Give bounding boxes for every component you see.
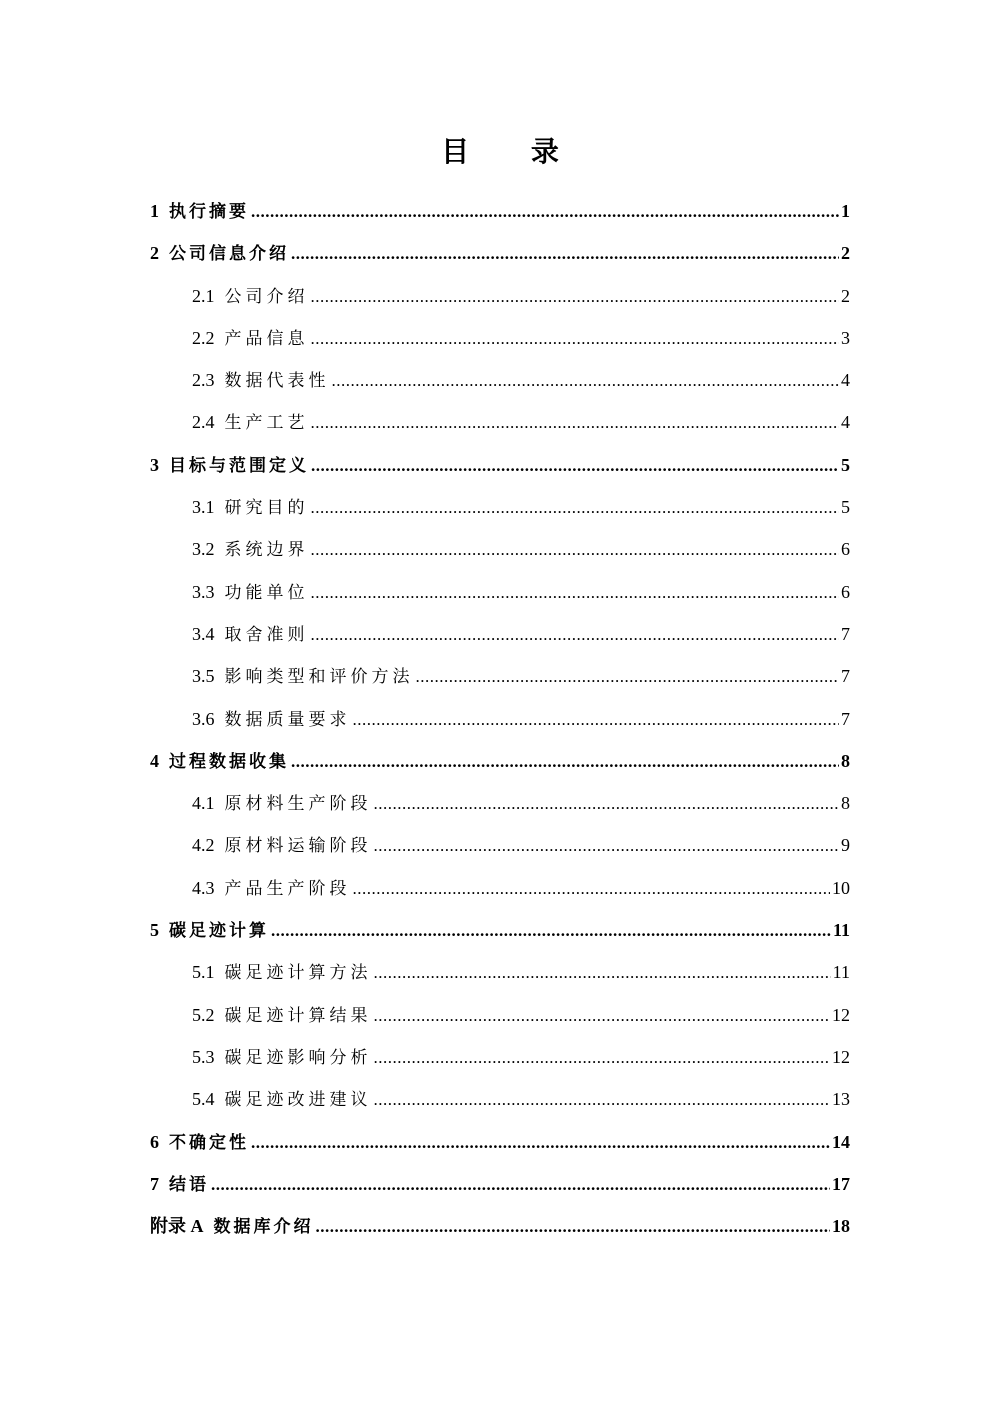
- toc-entry-number: 3.5: [192, 666, 215, 687]
- toc-dot-leader: [251, 202, 839, 222]
- toc-page-number: 17: [832, 1173, 850, 1194]
- toc-page-number: 4: [841, 370, 850, 391]
- toc-entry-number: 3.3: [192, 581, 215, 602]
- toc-entry-number: 3.2: [192, 539, 215, 560]
- toc-dot-leader: [291, 752, 839, 772]
- toc-entry-title: 产品信息: [224, 328, 309, 349]
- toc-subentry[interactable]: [150, 1043, 850, 1085]
- toc-entry[interactable]: [150, 1212, 850, 1254]
- toc-entry-number: 4.2: [192, 835, 215, 856]
- toc-subentry[interactable]: [150, 831, 850, 873]
- toc-entry-title: 影响类型和评价方法: [224, 667, 414, 688]
- toc-entry-number: 4: [150, 750, 159, 771]
- toc-dot-leader: [251, 1133, 830, 1153]
- toc-page-number: 7: [841, 708, 850, 729]
- toc-subentry[interactable]: [150, 324, 850, 366]
- toc-entry[interactable]: [150, 451, 850, 493]
- toc-entry-title: 研究目的: [224, 498, 309, 519]
- toc-entry-title: 功能单位: [224, 582, 309, 603]
- toc-dot-leader: [211, 1175, 830, 1195]
- table-of-contents: [150, 197, 850, 1254]
- toc-entry-title: 不确定性: [169, 1132, 249, 1153]
- toc-page-number: 18: [832, 1216, 850, 1237]
- toc-page-number: 11: [832, 962, 850, 983]
- toc-subentry[interactable]: [150, 662, 850, 704]
- toc-dot-leader: [374, 1090, 831, 1110]
- toc-dot-leader: [353, 879, 831, 899]
- toc-dot-leader: [311, 456, 839, 476]
- toc-dot-leader: [291, 244, 839, 264]
- toc-entry-number: 5: [150, 920, 159, 941]
- toc-entry-number: 3: [150, 454, 159, 475]
- toc-page-number: 8: [841, 793, 850, 814]
- toc-entry-number: 5.4: [192, 1089, 215, 1110]
- toc-entry-number: 3.6: [192, 708, 215, 729]
- toc-dot-leader: [416, 667, 840, 687]
- toc-entry-number: 5.3: [192, 1046, 215, 1067]
- toc-page-number: 13: [832, 1089, 850, 1110]
- toc-page-number: 10: [832, 877, 850, 898]
- toc-page-number: 12: [832, 1004, 850, 1025]
- toc-dot-leader: [353, 710, 840, 730]
- toc-entry-number: 2.1: [192, 285, 215, 306]
- toc-entry-number: 3.4: [192, 623, 215, 644]
- toc-page-number: 8: [841, 750, 850, 771]
- toc-page-number: 2: [841, 285, 850, 306]
- toc-dot-leader: [374, 1048, 831, 1068]
- toc-entry-title: 碳足迹改进建议: [224, 1090, 372, 1111]
- toc-subentry[interactable]: [150, 408, 850, 450]
- toc-dot-leader: [311, 329, 840, 349]
- toc-dot-leader: [374, 794, 840, 814]
- toc-entry-title: 数据代表性: [224, 371, 330, 392]
- toc-dot-leader: [332, 371, 840, 391]
- toc-entry-title: 执行摘要: [169, 202, 249, 222]
- toc-entry-title: 原材料生产阶段: [224, 794, 372, 815]
- toc-page-number: 9: [841, 835, 850, 856]
- toc-subentry[interactable]: [150, 620, 850, 662]
- toc-entry[interactable]: [150, 197, 850, 239]
- toc-entry-number: 2.2: [192, 327, 215, 348]
- toc-entry-number: 2.3: [192, 370, 215, 391]
- toc-page-number: 2: [841, 243, 850, 264]
- toc-entry-number: 附录 A: [150, 1216, 204, 1237]
- toc-subentry[interactable]: [150, 789, 850, 831]
- toc-entry-title: 取舍准则: [224, 624, 309, 645]
- toc-entry[interactable]: [150, 239, 850, 281]
- toc-entry-title: 碳足迹计算方法: [224, 963, 372, 984]
- toc-subentry[interactable]: [150, 282, 850, 324]
- toc-page-number: 6: [841, 581, 850, 602]
- toc-entry-number: 5.2: [192, 1004, 215, 1025]
- toc-page-number: 7: [841, 623, 850, 644]
- toc-dot-leader: [311, 625, 840, 645]
- toc-entry-number: 6: [150, 1131, 159, 1152]
- toc-subentry[interactable]: [150, 874, 850, 916]
- toc-entry-title: 目标与范围定义: [169, 455, 309, 476]
- toc-entry-title: 数据质量要求: [224, 709, 351, 730]
- toc-page-number: 7: [841, 666, 850, 687]
- toc-entry-number: 2.4: [192, 412, 215, 433]
- toc-dot-leader: [311, 583, 840, 603]
- toc-subentry[interactable]: [150, 1001, 850, 1043]
- toc-page-number: 4: [841, 412, 850, 433]
- toc-entry-title: 公司信息介绍: [169, 244, 289, 265]
- toc-subentry[interactable]: [150, 1085, 850, 1127]
- toc-entry-title: 数据库介绍: [213, 1217, 314, 1238]
- toc-entry-number: 3.1: [192, 497, 215, 518]
- toc-page-number: 1: [841, 201, 850, 221]
- toc-entry-title: 系统边界: [224, 540, 309, 561]
- toc-entry-number: 4.1: [192, 793, 215, 814]
- toc-page-number: 11: [832, 920, 850, 941]
- toc-entry-number: 4.3: [192, 877, 215, 898]
- toc-dot-leader: [311, 540, 840, 560]
- toc-subentry[interactable]: [150, 705, 850, 747]
- toc-subentry[interactable]: [150, 493, 850, 535]
- toc-subentry[interactable]: [150, 958, 850, 1000]
- toc-entry-title: 碳足迹计算: [169, 921, 269, 942]
- toc-entry-number: 5.1: [192, 962, 215, 983]
- toc-entry-number: 7: [150, 1173, 159, 1194]
- toc-dot-leader: [311, 498, 840, 518]
- toc-entry-title: 结语: [169, 1174, 209, 1195]
- toc-dot-leader: [311, 287, 840, 307]
- toc-entry-title: 碳足迹计算结果: [224, 1005, 372, 1026]
- page-title: 目 录: [441, 135, 585, 168]
- toc-dot-leader: [271, 921, 831, 941]
- toc-entry-title: 过程数据收集: [169, 751, 289, 772]
- toc-entry-title: 公司介绍: [224, 286, 309, 307]
- toc-dot-leader: [374, 836, 840, 856]
- toc-entry[interactable]: [150, 747, 850, 789]
- toc-entry-number: 2: [150, 243, 159, 264]
- toc-dot-leader: [311, 413, 840, 433]
- toc-entry-title: 碳足迹影响分析: [224, 1047, 372, 1068]
- toc-entry-title: 原材料运输阶段: [224, 836, 372, 857]
- toc-entry-title: 生产工艺: [224, 413, 309, 434]
- toc-entry[interactable]: [150, 1128, 850, 1170]
- toc-page-number: 6: [841, 539, 850, 560]
- toc-page-number: 3: [841, 327, 850, 348]
- toc-dot-leader: [374, 1006, 831, 1026]
- toc-page-number: 5: [841, 497, 850, 518]
- toc-page-number: 12: [832, 1046, 850, 1067]
- toc-page-number: 14: [832, 1131, 850, 1152]
- toc-subentry[interactable]: [150, 578, 850, 620]
- toc-entry-number: 1: [150, 201, 159, 221]
- toc-dot-leader: [316, 1217, 831, 1237]
- toc-entry[interactable]: [150, 916, 850, 958]
- toc-dot-leader: [374, 963, 831, 983]
- toc-subentry[interactable]: [150, 366, 850, 408]
- toc-page-number: 5: [841, 454, 850, 475]
- toc-subentry[interactable]: [150, 535, 850, 577]
- toc-entry-title: 产品生产阶段: [224, 878, 351, 899]
- toc-entry[interactable]: [150, 1170, 850, 1212]
